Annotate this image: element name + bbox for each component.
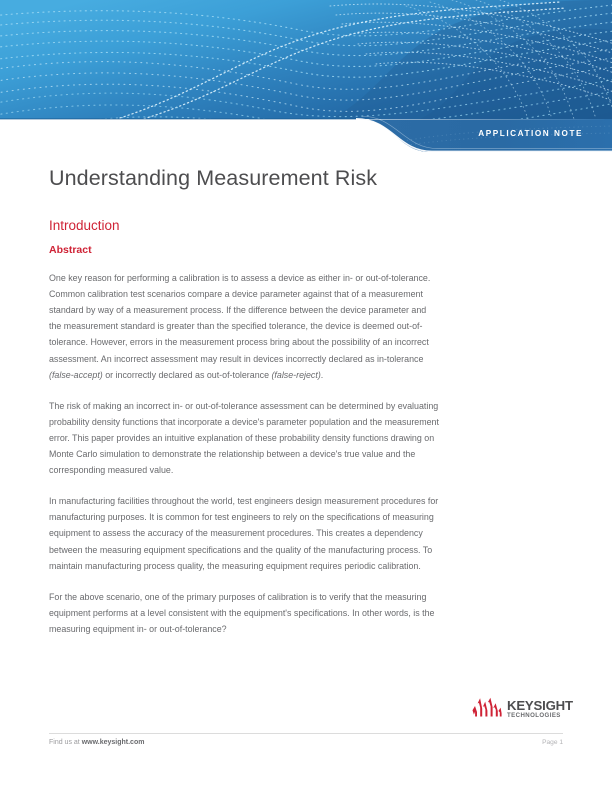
emphasis-text: (false-accept) (49, 369, 103, 380)
footer-page-number: Page 1 (542, 739, 563, 746)
paragraph: One key reason for performing a calibration is to assess a device as either in- or out-of-tolerance. Common calibration test scenarios compare a device parameter against that of a measurement standard by way of a measurement process. If the difference between the device parameter and the measurement standard is greater than the specified tolerance, the device is deemed out-of-tolerance. However, errors in the measurement process bring about the possibility of an incorrect assessment. An incorrect assessment may result in devices incorrectly declared as in-tolerance (false-accept) or incorrectly declared as out-of-tolerance (false-reject). (49, 272, 431, 380)
header-banner (0, 0, 612, 152)
logo-wordmark (507, 699, 573, 720)
paragraph: In manufacturing facilities throughout the world, test engineers design measurement procedures for manufacturing purposes. It is common for test engineers to rely on the specifications of measuring equipment to assess the accuracy of the measurement procedures. This creates a dependency between the measuring equipment specifications and the quality of the manufacturing process. To maintain manufacturing process quality, the measuring equipment requires periodic calibration. (49, 496, 439, 571)
emphasis-text: (false-reject) (271, 369, 321, 380)
keysight-waveform-icon (472, 697, 502, 721)
keysight-logo (472, 694, 584, 724)
paragraph: The risk of making an incorrect in- or out-of-tolerance assessment can be determined by evaluating probability density functions that incorporate a device's parameter population and the measurement error. This paper provides an intuitive explanation of these probability density functions drawing on Monte Carlo simulation to demonstrate the relationship between a device's true value and the corresponding measured value. (49, 400, 439, 476)
footer-divider (49, 733, 563, 734)
logo-brand-name: KEYSIGHT (507, 697, 573, 713)
subsection-heading-abstract: Abstract (49, 243, 92, 256)
section-heading-introduction: Introduction (49, 217, 120, 233)
paragraph: For the above scenario, one of the primary purposes of calibration is to verify that the measuring equipment performs at a level consistent with the equipment's specifications. In other words, is the measuring equipment in- or out-of-tolerance? (49, 591, 435, 634)
page-title: Understanding Measurement Risk (49, 166, 378, 190)
footer-find-us (49, 739, 144, 747)
document-content (49, 166, 441, 637)
logo-tagline: TECHNOLOGIES (507, 712, 561, 720)
footer-find-us-prefix: Find us at (49, 739, 82, 746)
footer-website-link[interactable]: www.keysight.com (81, 739, 145, 746)
application-note-label: APPLICATION NOTE (478, 129, 583, 138)
abstract-body (49, 270, 441, 638)
